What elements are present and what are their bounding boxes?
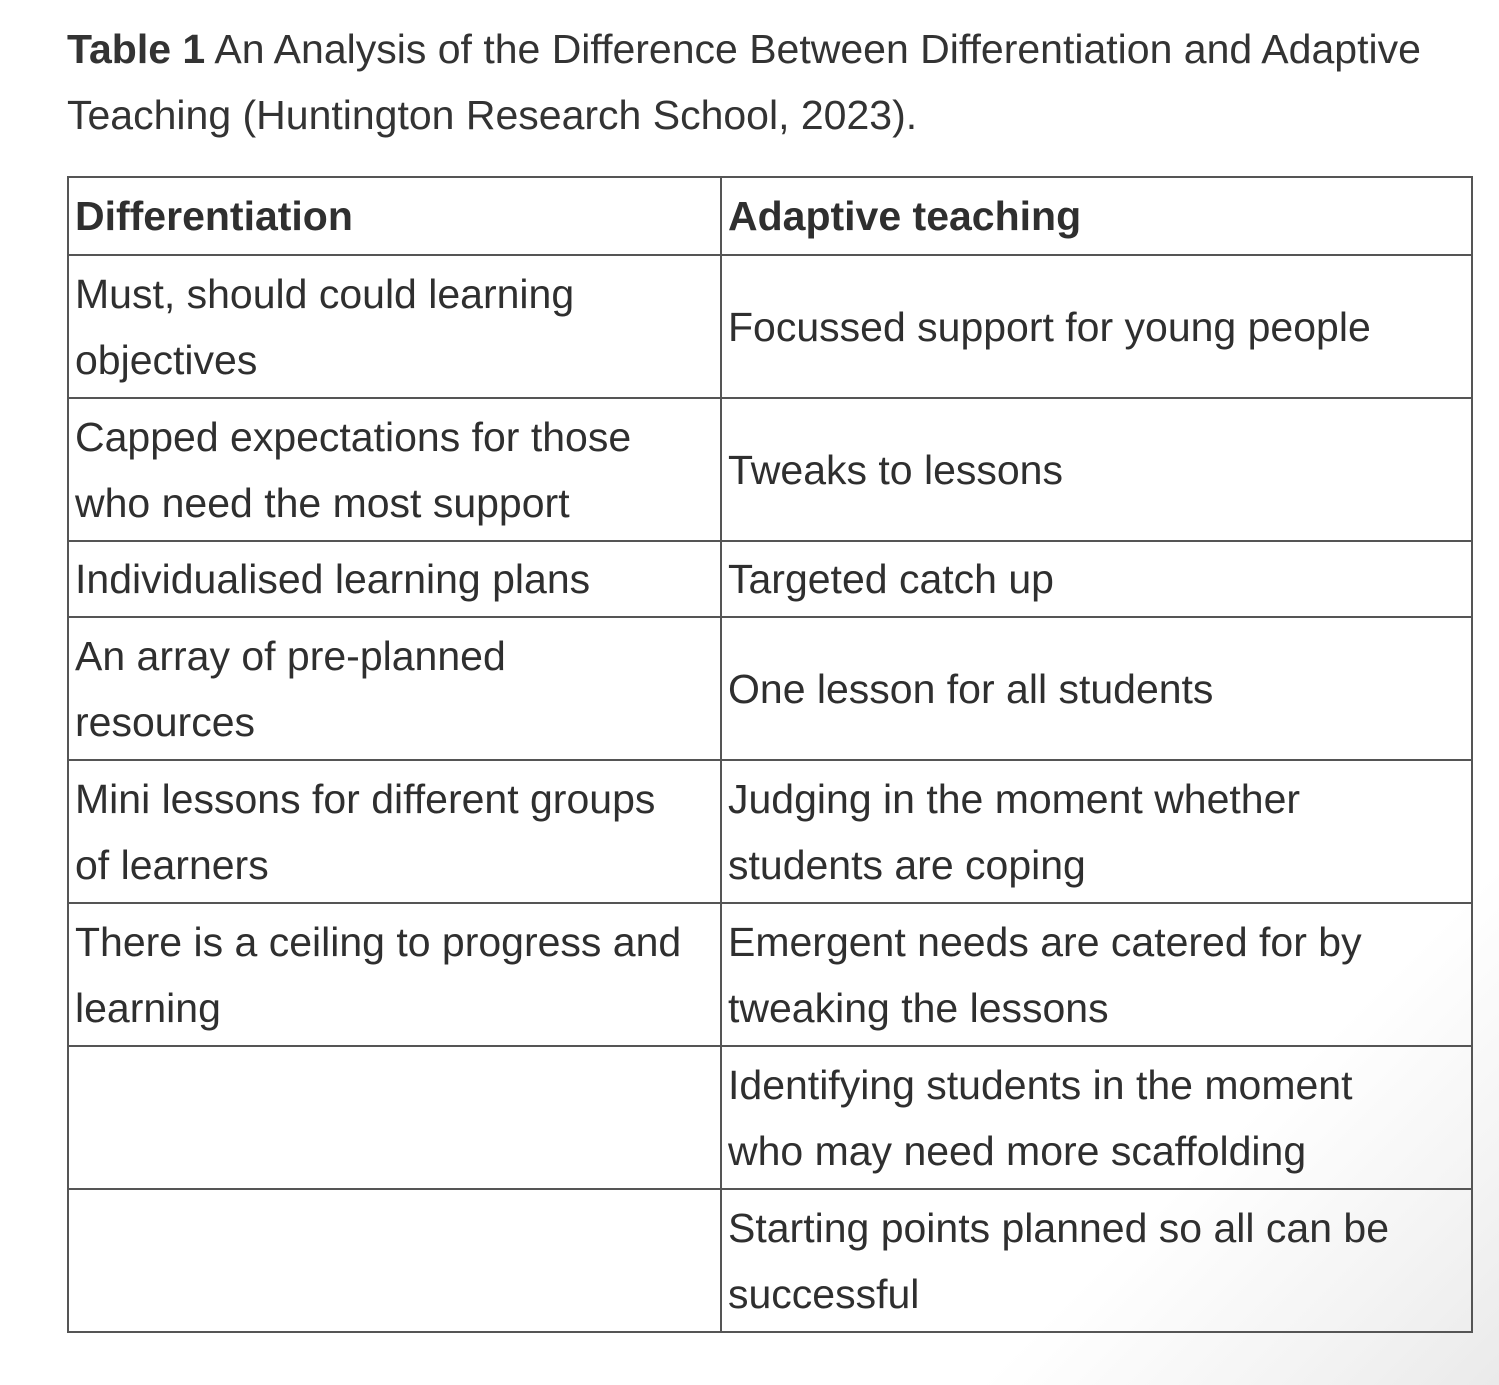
cell-line: An array of pre-planned: [75, 632, 506, 679]
cell-line: Tweaks to lessons: [728, 446, 1063, 493]
comparison-table: [67, 176, 1473, 1333]
differentiation-cell: [68, 398, 721, 541]
cell-line: resources: [75, 698, 256, 745]
cell-line: Individualised learning plans: [75, 556, 591, 602]
table-row: [68, 617, 1472, 760]
cell-line: who may need more scaffolding: [728, 1127, 1307, 1174]
cell-line: Starting points planned so all can be: [728, 1204, 1390, 1251]
cell-line: students are coping: [728, 841, 1086, 888]
cell-line: Focussed support for young people: [728, 303, 1371, 350]
table-row: [68, 255, 1472, 398]
table-row: [68, 760, 1472, 903]
column-header-differentiation: Differentiation: [68, 177, 721, 255]
differentiation-cell-empty: [68, 1189, 721, 1332]
cell-line: who need the most support: [75, 479, 570, 526]
table-row: [68, 1189, 1472, 1332]
differentiation-cell-empty: [68, 1046, 721, 1189]
adaptive-teaching-cell: [721, 1046, 1472, 1189]
adaptive-teaching-cell: [721, 255, 1472, 398]
adaptive-teaching-cell: [721, 541, 1472, 617]
cell-line: One lesson for all students: [728, 665, 1214, 712]
adaptive-teaching-cell: [721, 398, 1472, 541]
table-row: [68, 541, 1472, 617]
adaptive-teaching-cell: [721, 1189, 1472, 1332]
cell-line: learning: [75, 984, 221, 1031]
table-caption: [67, 16, 1447, 148]
cell-line: Emergent needs are catered for by: [728, 918, 1362, 965]
adaptive-teaching-cell: [721, 617, 1472, 760]
table-caption-text: An Analysis of the Difference Between Differentiation and Adaptive Teaching (Huntington Research School, 2023).: [67, 26, 1421, 138]
table-body: [68, 255, 1472, 1332]
differentiation-cell: [68, 760, 721, 903]
column-header-adaptive-teaching: Adaptive teaching: [721, 177, 1472, 255]
table-header-row: [68, 177, 1472, 255]
cell-line: objectives: [75, 336, 258, 383]
differentiation-cell: [68, 617, 721, 760]
table-row: [68, 1046, 1472, 1189]
cell-line: successful: [728, 1270, 920, 1317]
differentiation-cell: [68, 903, 721, 1046]
table-row: [68, 903, 1472, 1046]
cell-line: of learners: [75, 841, 269, 888]
cell-line: tweaking the lessons: [728, 984, 1109, 1031]
cell-line: Judging in the moment whether: [728, 775, 1301, 822]
differentiation-cell: [68, 541, 721, 617]
adaptive-teaching-cell: [721, 760, 1472, 903]
table-row: [68, 398, 1472, 541]
cell-line: There is a ceiling to progress and: [75, 918, 682, 965]
cell-line: Mini lessons for different groups: [75, 775, 656, 822]
cell-line: Identifying students in the moment: [728, 1061, 1353, 1108]
cell-line: Targeted catch up: [728, 556, 1054, 602]
cell-line: Must, should could learning: [75, 270, 575, 317]
table-label: Table 1: [67, 26, 206, 72]
adaptive-teaching-cell: [721, 903, 1472, 1046]
cell-line: Capped expectations for those: [75, 413, 632, 460]
differentiation-cell: [68, 255, 721, 398]
